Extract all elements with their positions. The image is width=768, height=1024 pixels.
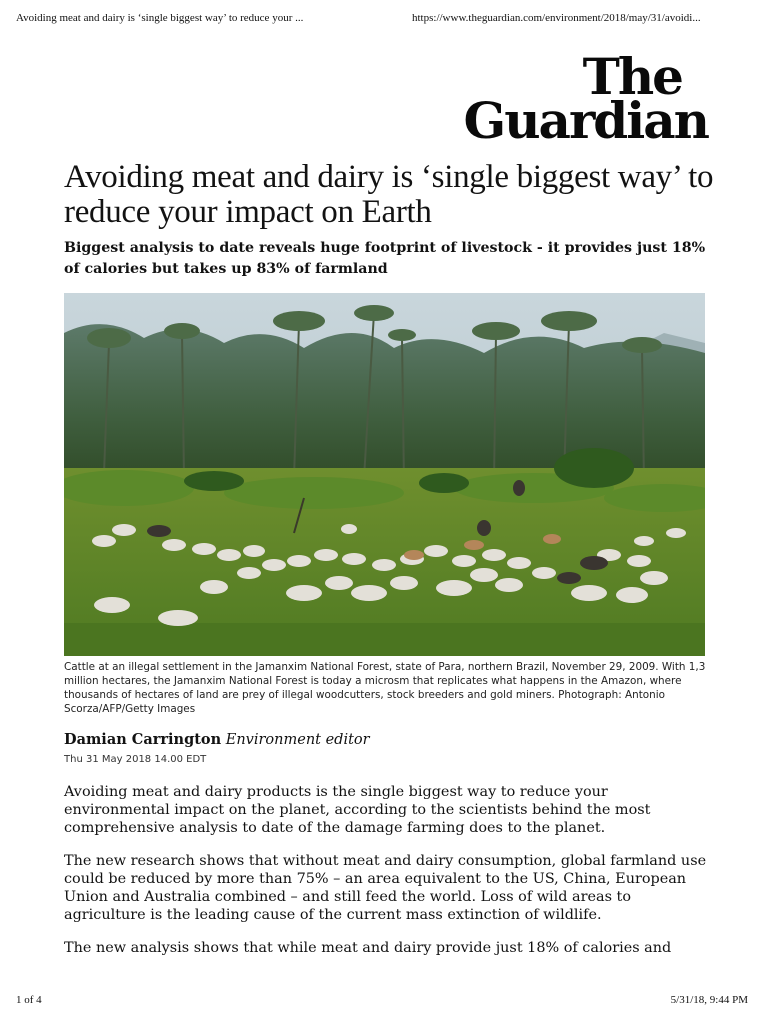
publish-date: Thu 31 May 2018 14.00 EDT [64,754,207,765]
article-headline: Avoiding meat and dairy is ‘single biggest way’ to reduce your impact on Earth [64,159,714,230]
article-standfirst: Biggest analysis to date reveals huge footprint of livestock - it provides just 18% of calories but takes up 83% of farmland [64,240,706,277]
photo-caption: Cattle at an illegal settlement in the Jamanxim National Forest, state of Para, northern Brazil, November 29, 2009. With 1,3 million hectares, the Jamanxim National Forest is today a microsm that replicates what happens in the Amazon, where thousands of hectares of land are prey of illegal woodcutters, stock breeders and gold miners. Photograph: Antonio Scorza/AFP/Getty Images [64,661,706,715]
body-paragraph: The new research shows that without meat and dairy consumption, global farmland use could be reduced by more than 75% – an area equivalent to the US, China, European Union and Australia combined – and still feed the world. Loss of wild areas to agriculture is the leading cause of the current mass extinction of wildlife. [64,853,707,923]
page-count: 1 of 4 [16,994,42,1006]
article-photo [64,293,705,656]
body-paragraph: The new analysis shows that while meat and dairy provide just 18% of calories and [64,940,672,956]
author-role: Environment editor [225,732,370,748]
logo-line-2: Guardian [463,91,708,150]
print-footer [16,994,752,1006]
print-timestamp: 5/31/18, 9:44 PM [670,994,748,1006]
print-page-title: Avoiding meat and dairy is ‘single biggest way’ to reduce your ... [16,12,304,24]
logo-line-1: The [582,47,682,106]
author-name[interactable]: Damian Carrington [64,731,222,748]
print-header [16,12,752,28]
guardian-logo[interactable] [394,47,708,150]
byline [64,731,714,749]
print-url[interactable]: https://www.theguardian.com/environment/2018/may/31/avoidi... [412,12,701,24]
cattle-forest-photo [64,293,705,656]
body-paragraph: Avoiding meat and dairy products is the single biggest way to reduce your environmental impact on the planet, according to the scientists behind the most comprehensive analysis to date of the damage farming does to the planet. [64,784,651,836]
